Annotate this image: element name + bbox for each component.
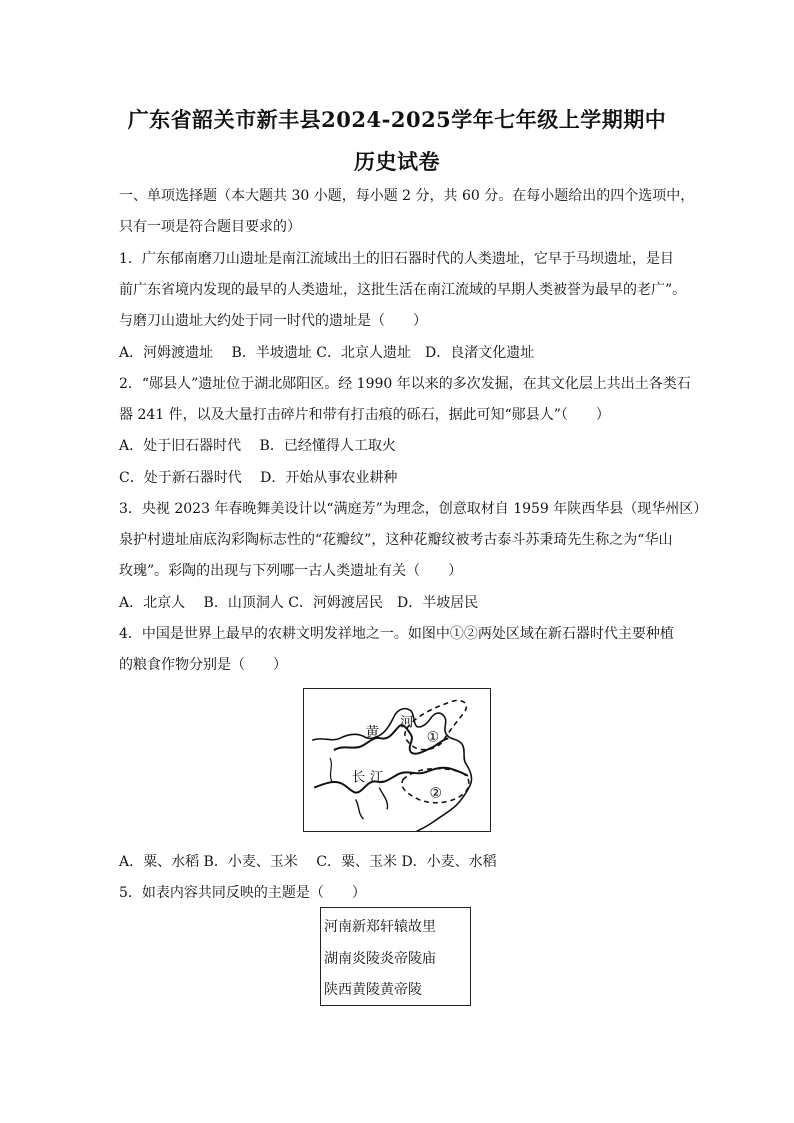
question-text-line: 器 241 件，以及大量打击碎片和带有打击痕的砾石，据此可知“郧县人”（ ）: [119, 407, 610, 423]
question-text-line: 4．中国是世界上最早的农耕文明发祥地之一。如图中①②两处区域在新石器时代主要种植: [119, 626, 674, 642]
table-row: 河南新郑轩辕故里: [324, 919, 436, 935]
answer-options: A．河姆渡遗址 B．半坡遗址 C．北京人遗址 D．良渚文化遗址: [119, 345, 535, 361]
question-text-line: 玫瑰”。彩陶的出现与下列哪一古人类遗址有关（ ）: [119, 563, 463, 579]
river-tributary: [379, 788, 387, 810]
sites-table: [320, 907, 471, 1006]
china-rivers-map: [303, 688, 491, 832]
question-text-line: 的粮食作物分别是（ ）: [119, 657, 287, 673]
answer-options: A．粟、水稻 B．小麦、玉米 C．粟、玉米 D．小麦、水稻: [119, 854, 497, 870]
question-text-line: 3．央视 2023 年春晚舞美设计以“满庭芳”为理念，创意取材自 1959 年陕西华县（现华州区）: [119, 501, 708, 517]
question-text-line: 2．“郧县人”遗址位于湖北郧阳区。经 1990 年以来的多次发掘，在其文化层上共出土各类石: [119, 376, 691, 392]
map-label-region-1: ①: [426, 729, 439, 746]
section-heading-line: 一、单项选择题（本大题共 30 小题，每小题 2 分，共 60 分。在每小题给出的四个选项中，: [119, 188, 695, 204]
exam-title-line2: 历史试卷: [354, 149, 440, 174]
map-label-he: 河: [399, 714, 414, 731]
question-text-line: 5．如表内容共同反映的主题是（ ）: [119, 885, 366, 901]
river-tributary: [330, 758, 332, 782]
answer-options: A．处于旧石器时代 B．已经懂得人工取火: [119, 438, 396, 454]
section-heading-line: 只有一项是符合题目要求的）: [119, 219, 301, 235]
map-label-changjiang: 长 江: [351, 769, 384, 786]
answer-options: A．北京人 B．山顶洞人 C．河姆渡居民 D．半坡居民: [119, 595, 479, 611]
yangtze-river: [314, 768, 468, 793]
table-row: 陕西黄陵黄帝陵: [324, 982, 422, 998]
question-text-line: 泉护村遗址庙底沟彩陶标志性的“花瓣纹”，这种花瓣纹被考古泰斗苏秉琦先生称之为“华山: [119, 532, 673, 548]
river-tributary: [356, 799, 364, 819]
question-text-line: 前广东省境内发现的最早的人类遗址，这批生活在南江流域的早期人类被誉为最早的老广”。: [119, 282, 687, 298]
question-text-line: 与磨刀山遗址大约处于同一时代的遗址是（ ）: [119, 313, 427, 329]
question-text-line: 1．广东郁南磨刀山遗址是南江流域出土的旧石器时代的人类遗址，它早于马坝遗址，是目: [119, 251, 674, 267]
exam-title-line1: 广东省韶关市新丰县2024-2025学年七年级上学期期中: [127, 107, 667, 132]
map-label-region-2: ②: [429, 785, 442, 802]
answer-options: C．处于新石器时代 D．开始从事农业耕种: [119, 470, 398, 486]
map-drawing: [304, 689, 490, 831]
map-label-huang: 黄: [365, 724, 380, 741]
table-row: 湖南炎陵炎帝陵庙: [324, 951, 436, 967]
